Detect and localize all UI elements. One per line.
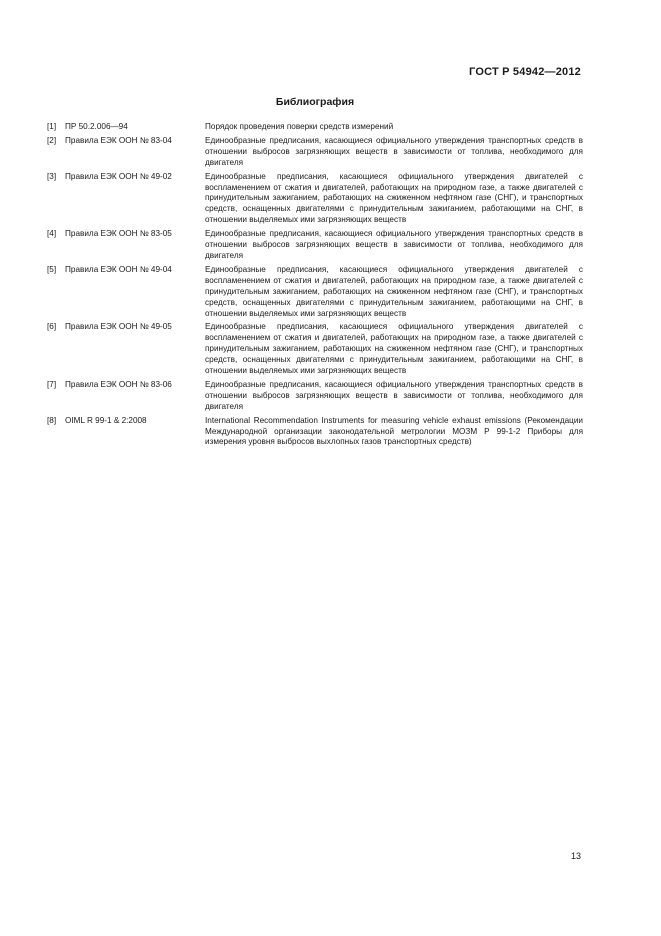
page-number: 13	[570, 851, 581, 861]
entry-number: [2]	[47, 135, 57, 145]
entry-reference: ПР 50.2.006—94	[65, 122, 128, 131]
entry-description: Единообразные предписания, касающиеся официального утверждения двигателей с воспламенением от сжатия и двигателей, работающих на природном газе, а также двигателей с принудительным зажиганием, работающих на сжиженном нефтяном газе (СНГ), и транспортных средств, оснащенных двигателями с принудительным зажиганием, работающими на СНГ, в отношении выделяемых ими загрязняющих веществ	[205, 264, 583, 318]
entry-reference: Правила ЕЭК ООН № 83-04	[65, 135, 172, 145]
entry-number: [3]	[47, 171, 57, 181]
entry-description: Единообразные предписания, касающиеся официального утверждения двигателей с воспламенением от сжатия и двигателей, работающих на природном газе, а также двигателей с принудительным зажиганием, работающих на сжиженном нефтяном газе (СНГ), и транспортных средств, оснащенных двигателями с принудительным зажиганием, работающими на СНГ, в отношении выделяемых ими загрязняющих веществ	[205, 171, 583, 225]
entry-number: [4]	[47, 229, 57, 239]
entry-reference: Правила ЕЭК ООН № 49-05	[65, 322, 172, 332]
document-code: ГОСТ Р 54942—2012	[469, 66, 581, 78]
bibliography-entry	[47, 265, 583, 320]
bibliography-entry	[47, 136, 583, 169]
entry-number: [5]	[47, 264, 57, 274]
entry-reference: Правила ЕЭК ООН № 49-04	[65, 264, 172, 274]
entry-reference: Правила ЕЭК ООН № 49-02	[65, 171, 172, 181]
entry-number: [8]	[47, 415, 57, 425]
section-title: Библиография	[275, 96, 355, 108]
entry-description: Единообразные предписания, касающиеся официального утверждения транспортных средств в отношении выбросов загрязняющих веществ в зависимости от топлива, необходимого для двигателя	[205, 379, 583, 411]
entry-number: [6]	[47, 322, 57, 332]
bibliography-entry	[47, 416, 583, 449]
entry-description: Единообразные предписания, касающиеся официального утверждения двигателей с воспламенением от сжатия и двигателей, работающих на природном газе, а также двигателей с принудительным зажиганием, работающих на сжиженном нефтяном газе (СНГ), и транспортных средств, оснащенных двигателями с принудительным зажиганием, работающими на СНГ, в отношении выделяемых ими загрязняющих веществ	[205, 322, 583, 376]
entry-reference: Правила ЕЭК ООН № 83-05	[65, 229, 172, 239]
entry-number: [1]	[47, 122, 57, 131]
entry-description: Порядок проведения поверки средств измерений	[205, 122, 394, 131]
bibliography-entry	[47, 172, 583, 227]
bibliography-entry	[47, 380, 583, 413]
bibliography-entry	[47, 322, 583, 377]
bibliography-entry	[47, 122, 583, 133]
entry-reference: Правила ЕЭК ООН № 83-06	[65, 379, 172, 389]
entry-description: International Recommendation Instruments for measuring vehicle exhaust emissions (Рекомендации Международной организации законодательной метрологии МОЗМ Р 99-1-2 Приборы для измерения уровня выбросов выхлопных газов транспортных средств)	[205, 415, 583, 447]
bibliography-list	[47, 122, 583, 451]
bibliography-entry	[47, 229, 583, 262]
entry-number: [7]	[47, 379, 57, 389]
entry-description: Единообразные предписания, касающиеся официального утверждения транспортных средств в отношении выбросов загрязняющих веществ в зависимости от топлива, необходимого для двигателя	[205, 229, 583, 260]
entry-reference: OIML R 99-1 & 2:2008	[65, 415, 147, 425]
entry-description: Единообразные предписания, касающиеся официального утверждения транспортных средств в отношении выбросов загрязняющих веществ в зависимости от топлива, необходимого для двигателя	[205, 135, 583, 167]
